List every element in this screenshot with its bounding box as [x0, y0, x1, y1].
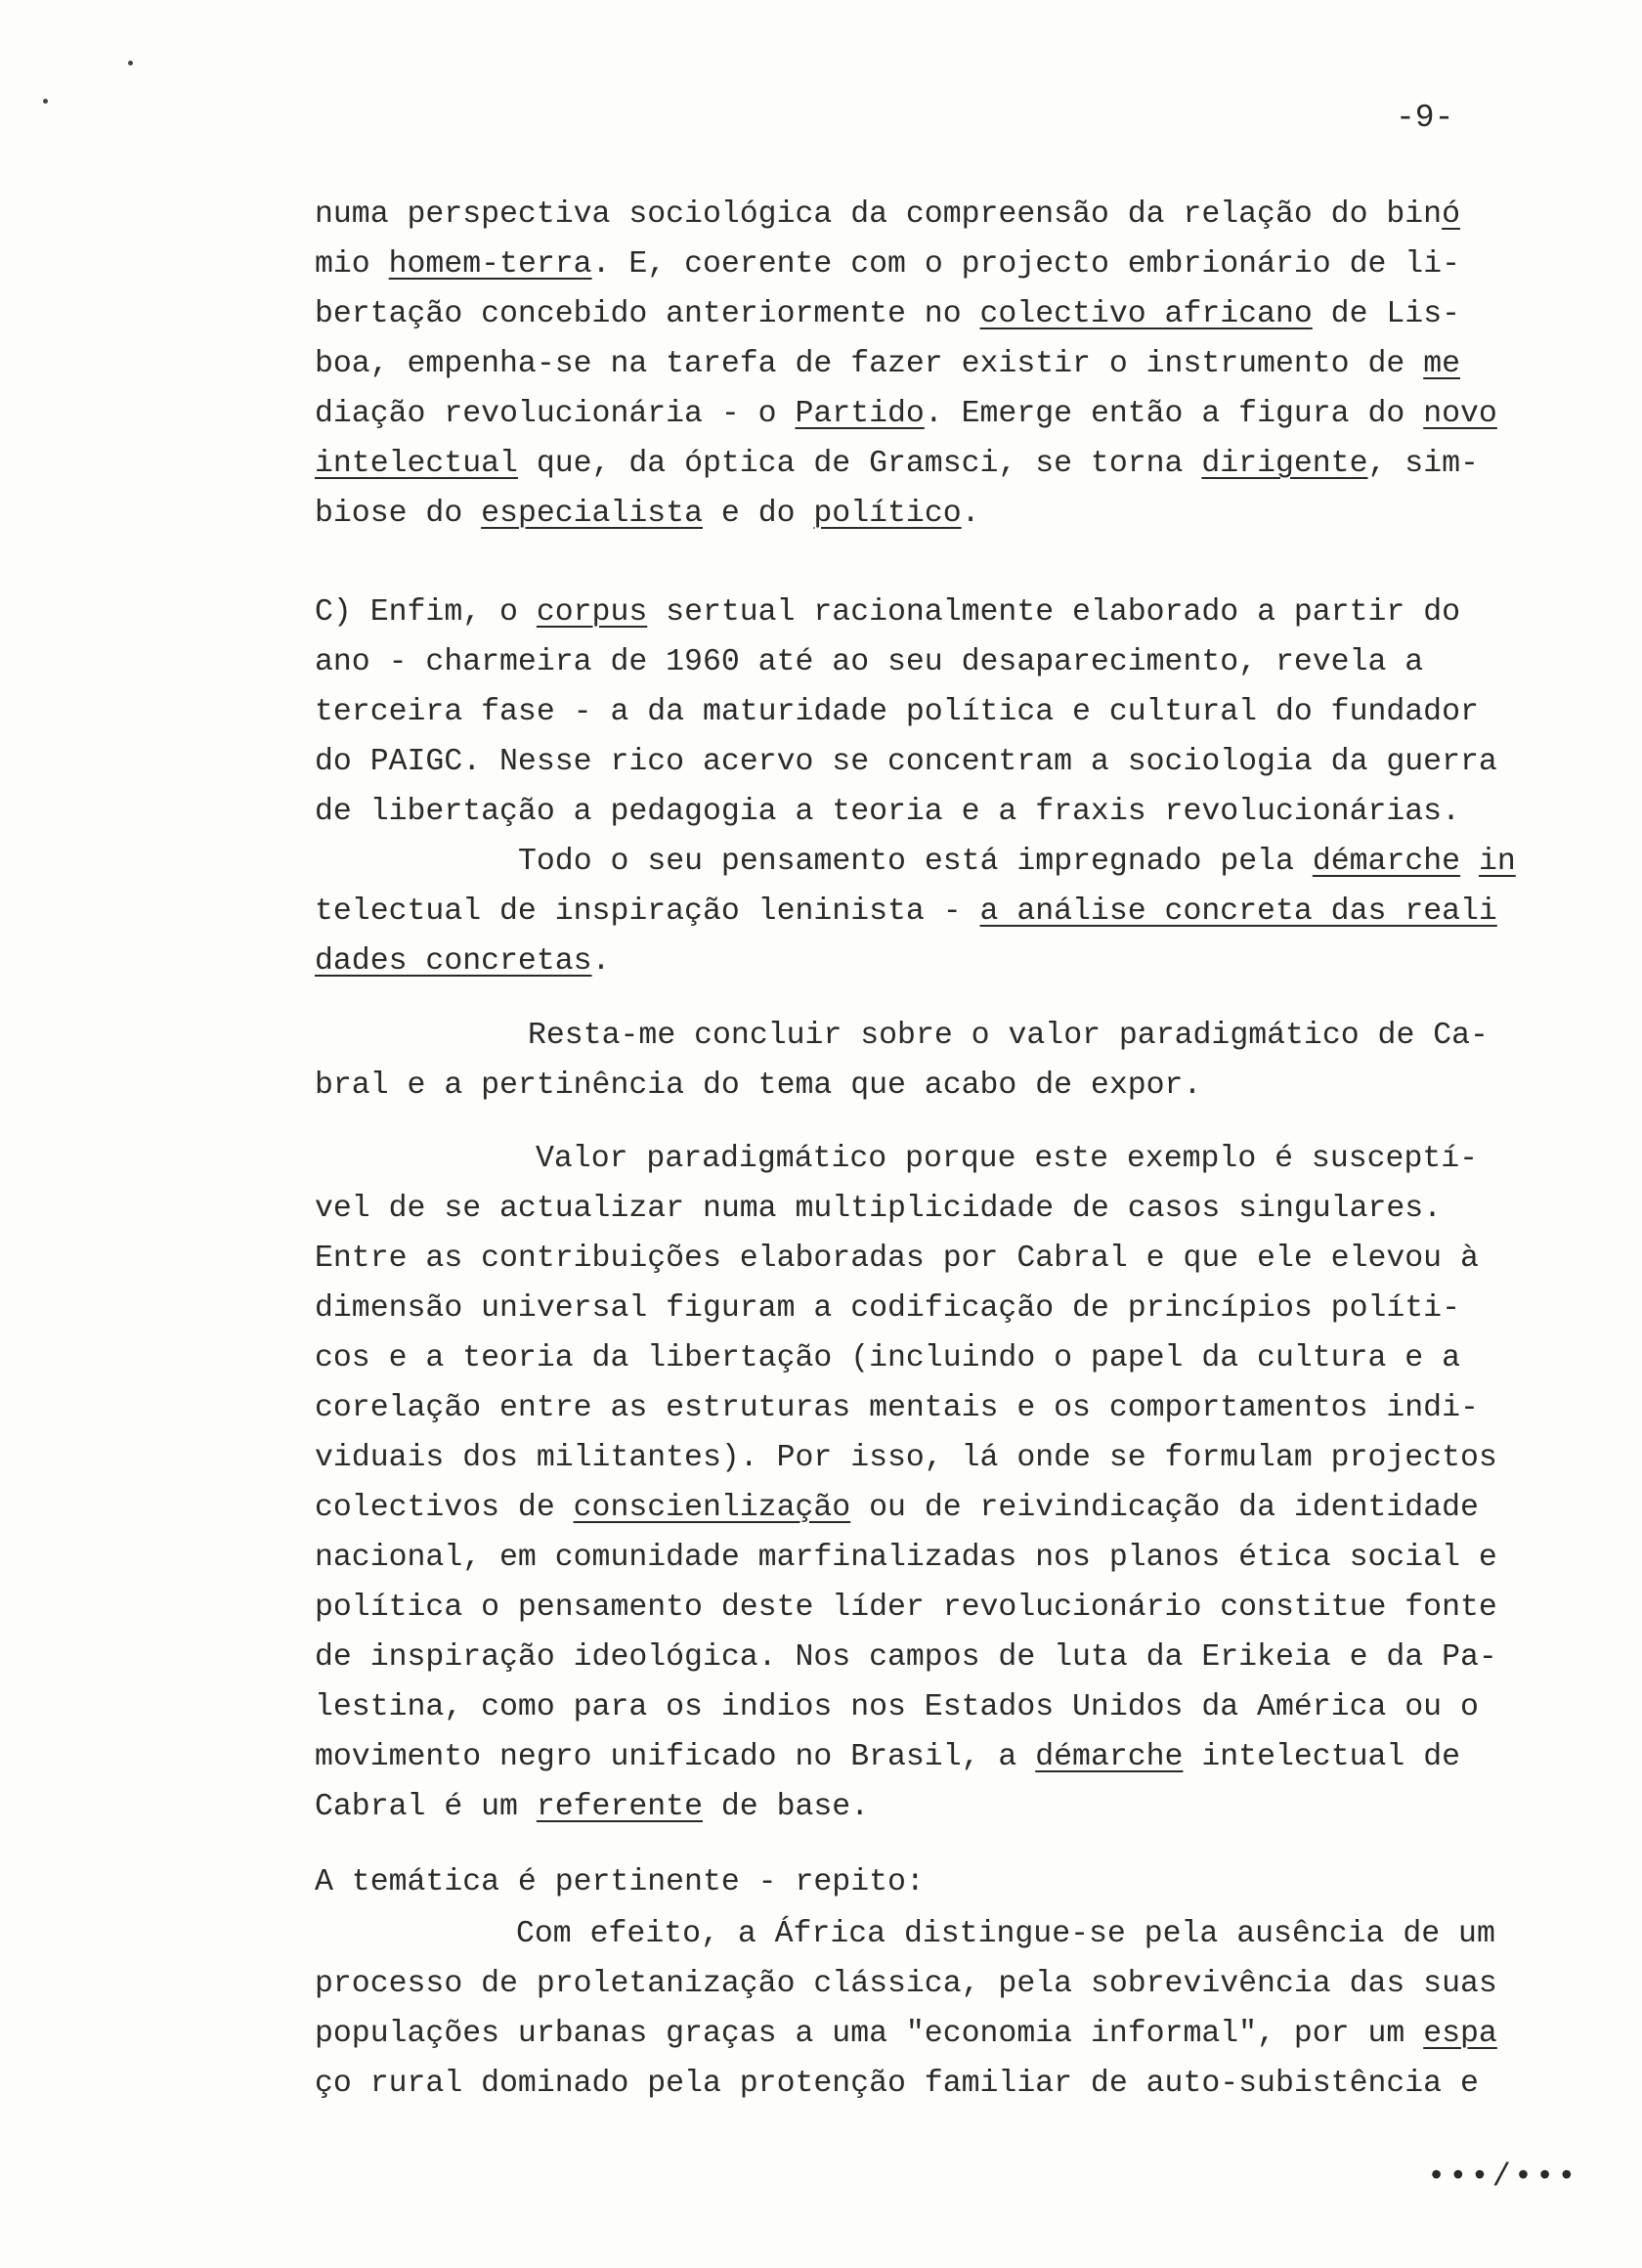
- text-segment: ou de reivindicação da identidade: [850, 1491, 1479, 1525]
- text-segment: de inspiração ideológica. Nos campos de luta da Erikeia e da Pa-: [315, 1640, 1497, 1675]
- text-segment: . Emerge então a figura do: [924, 397, 1424, 431]
- text-line: [315, 1642, 1605, 1674]
- text-segment: intelectual de: [1183, 1740, 1461, 1774]
- text-line: [315, 249, 1605, 281]
- text-segment: Entre as contribuições elaboradas por Cabral e que ele elevou à: [315, 1242, 1479, 1276]
- text-segment: diação revolucionária - o: [315, 397, 796, 431]
- underlined-text: homem-terra: [388, 247, 592, 282]
- text-line: [516, 1919, 1642, 1950]
- text-segment: e do: [702, 497, 814, 531]
- text-line: [315, 797, 1605, 828]
- text-line: [315, 697, 1605, 728]
- text-segment: Com efeito, a África distingue-se pela ausência de um: [516, 1917, 1495, 1951]
- text-segment: [1460, 845, 1479, 879]
- underlined-text: espa: [1423, 2017, 1497, 2051]
- text-segment: Resta-me concluir sobre o valor paradigmático de Ca-: [528, 1019, 1489, 1053]
- underlined-text: intelectual: [315, 447, 518, 481]
- text-segment: Todo o seu pensamento está impregnado pela: [518, 845, 1313, 879]
- underlined-text: in: [1478, 845, 1516, 879]
- text-line: [315, 1592, 1605, 1624]
- text-line: [315, 2019, 1605, 2050]
- paper-speck: [43, 99, 48, 104]
- text-segment: dimensão universal figuram a codificação de princípios políti-: [315, 1291, 1460, 1326]
- text-segment: telectual de inspiração leninista -: [315, 894, 980, 929]
- text-segment: A temática é pertinente - repito:: [315, 1865, 925, 1899]
- underlined-text: novo: [1423, 397, 1497, 431]
- paper-speck: [128, 61, 133, 65]
- text-segment: que, da óptica de Gramsci, se torna: [517, 447, 1202, 481]
- text-segment: bertação concebido anteriormente no: [315, 297, 980, 331]
- text-line: [536, 1144, 1642, 1175]
- underlined-text: a análise concreta das reali: [979, 894, 1497, 929]
- text-segment: Cabral é um: [315, 1790, 537, 1824]
- text-line: [518, 847, 1642, 878]
- text-line: [315, 747, 1605, 778]
- text-line: [315, 1543, 1605, 1574]
- text-segment: de base.: [702, 1790, 870, 1824]
- text-segment: boa, empenha-se na tarefa de fazer existir o instrumento de: [315, 347, 1424, 381]
- underlined-text: conscienlização: [573, 1491, 851, 1525]
- text-line: [315, 399, 1605, 430]
- text-segment: do PAIGC. Nesse rico acervo se concentram a sociologia da guerra: [315, 745, 1497, 779]
- text-line: [528, 1021, 1642, 1052]
- text-segment: processo de proletanização clássica, pela sobrevivência das suas: [315, 1967, 1497, 2001]
- text-segment: bral e a pertinência do tema que acabo de expor.: [315, 1069, 1202, 1103]
- text-line: [315, 349, 1605, 380]
- text-line: [315, 1692, 1605, 1723]
- text-segment: de libertação a pedagogia a teoria e a fraxis revolucionárias.: [315, 795, 1460, 829]
- underlined-text: dades concretas: [315, 944, 592, 979]
- underlined-text: corpus: [536, 595, 648, 630]
- text-line: [315, 1443, 1605, 1474]
- text-segment: C) Enfim, o: [315, 595, 537, 630]
- text-line: [315, 1243, 1605, 1275]
- text-line: [315, 896, 1605, 928]
- text-line: [315, 1293, 1605, 1325]
- text-segment: cos e a teoria da libertação (incluindo o papel da cultura e a: [315, 1341, 1460, 1375]
- text-line: [315, 1070, 1605, 1102]
- text-segment: . E, coerente com o projecto embrionário de li-: [591, 247, 1461, 282]
- underlined-text: especialista: [481, 497, 703, 531]
- text-line: [315, 1493, 1605, 1524]
- text-segment: política o pensamento deste líder revolucionário constitue fonte: [315, 1591, 1497, 1625]
- text-segment: colectivos de: [315, 1491, 574, 1525]
- page-number: -9-: [1396, 100, 1454, 136]
- text-line: [315, 597, 1605, 629]
- text-line: [315, 299, 1605, 330]
- text-line: [315, 1343, 1605, 1374]
- text-line: [315, 1194, 1605, 1225]
- text-line: [315, 2069, 1605, 2100]
- text-segment: lestina, como para os indios nos Estados Unidos da América ou o: [315, 1690, 1479, 1724]
- text-segment: corelação entre as estruturas mentais e os comportamentos indi-: [315, 1391, 1479, 1425]
- text-segment: ço rural dominado pela protenção familiar de auto-subistência e: [315, 2067, 1479, 2101]
- text-line: [315, 1393, 1605, 1424]
- underlined-text: Partido: [795, 397, 925, 431]
- text-segment: nacional, em comunidade marfinalizadas nos planos ética social e: [315, 1541, 1497, 1575]
- text-line: [315, 1792, 1605, 1823]
- text-line: [315, 946, 1605, 978]
- text-line: [315, 1742, 1605, 1773]
- text-segment: .: [591, 944, 611, 979]
- underlined-text: dirigente: [1201, 447, 1368, 481]
- underlined-text: ó: [1442, 197, 1460, 232]
- text-line: [315, 499, 1605, 530]
- text-segment: Valor paradigmático porque este exemplo é susceptí-: [536, 1142, 1479, 1176]
- underlined-text: démarche: [1035, 1740, 1184, 1774]
- underlined-text: me: [1423, 347, 1460, 381]
- underlined-text: referente: [536, 1790, 703, 1824]
- text-line: [315, 449, 1605, 480]
- text-line: [315, 1867, 1605, 1898]
- text-segment: populações urbanas graças a uma "economia informal", por um: [315, 2017, 1424, 2051]
- underlined-text: político: [813, 497, 962, 531]
- text-segment: biose do: [315, 497, 482, 531]
- text-segment: .: [961, 497, 980, 531]
- text-line: [315, 199, 1605, 231]
- underlined-text: colectivo africano: [979, 297, 1313, 331]
- text-segment: numa perspectiva sociológica da compreensão da relação do bin: [315, 197, 1443, 232]
- text-segment: , sim-: [1367, 447, 1479, 481]
- text-segment: sertual racionalmente elaborado a partir do: [647, 595, 1461, 630]
- continuation-mark: •••/•••: [1427, 2159, 1579, 2195]
- underlined-text: démarche: [1312, 845, 1461, 879]
- text-line: [315, 1969, 1605, 2000]
- text-segment: ano - charmeira de 1960 até ao seu desaparecimento, revela a: [315, 645, 1424, 679]
- text-segment: movimento negro unificado no Brasil, a: [315, 1740, 1036, 1774]
- text-segment: terceira fase - a da maturidade política e cultural do fundador: [315, 695, 1479, 729]
- text-line: [315, 647, 1605, 678]
- text-segment: mio: [315, 247, 389, 282]
- text-segment: viduais dos militantes). Por isso, lá onde se formulam projectos: [315, 1441, 1497, 1475]
- text-segment: vel de se actualizar numa multiplicidade de casos singulares.: [315, 1192, 1443, 1226]
- text-segment: de Lis-: [1312, 297, 1461, 331]
